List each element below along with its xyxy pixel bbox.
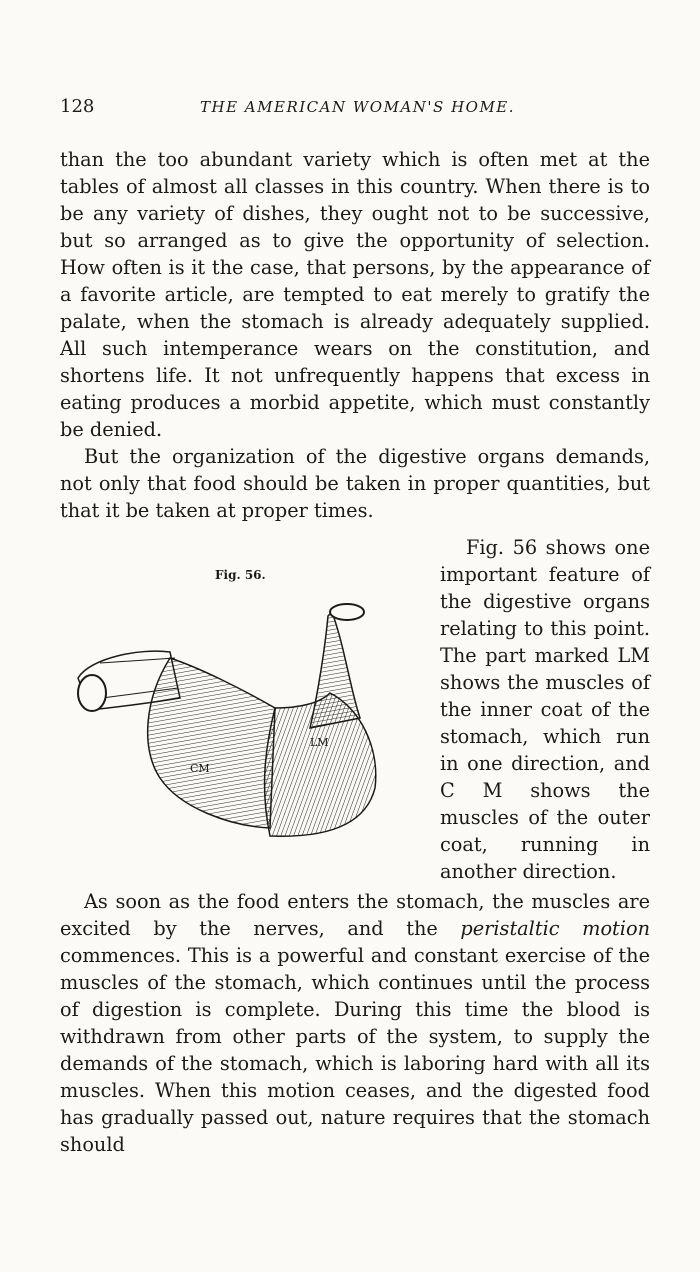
- esophagus-opening: [330, 604, 364, 620]
- stomach-illustration: [60, 588, 430, 848]
- paragraph: [60, 888, 650, 1158]
- emphasis-term: peristaltic motion: [460, 917, 650, 940]
- paragraph-text: commences. This is a powerful and constant exercise of the muscles of the stomach, which continues until the process of digestion is complete. During this time the blood is withdrawn from other parts of the system, to supply the demands of the stomach, which is laboring hard with all its muscles. When this motion ceases, and the digested food has gradually passed out, nature requires that the stomach should: [60, 944, 650, 1156]
- outer-coat-cm: [148, 658, 275, 828]
- figure-caption: Fig. 56.: [215, 568, 266, 582]
- figure-description: Fig. 56 shows one important feature of the digestive organs relating to this point. The part marked LM shows the muscles of the inner coat of the stomach, which run in one direction, and C M shows the muscles of the outer coat, running in another direction.: [440, 536, 650, 883]
- page-header: [60, 96, 650, 120]
- label-lm: LM: [310, 736, 329, 749]
- body-text-top: [60, 146, 650, 524]
- running-title: THE AMERICAN WOMAN'S HOME.: [200, 98, 516, 116]
- paragraph: But the organization of the digestive organs demands, not only that food should be taken in proper quantities, but that it be taken at proper times.: [60, 445, 650, 522]
- paragraph-text: As soon as the food enters the stomach, the muscles are excited by the nerves, and the: [60, 890, 650, 940]
- figure-56: [60, 568, 430, 848]
- label-cm: CM: [190, 762, 210, 775]
- paragraph: than the too abundant variety which is often met at the tables of almost all classes in this country. When there is to be any variety of dishes, they ought not to be successive, but so arranged as to give the opportunity of selection. How often is it the case, that persons, by the appearance of a favorite article, are tempted to eat merely to gratify the palate, when the stomach is already adequately supplied. All such intemperance wears on the constitution, and shortens life. It not unfrequently happens that excess in eating produces a morbid appetite, which must constantly be denied.: [60, 148, 650, 441]
- page-number: 128: [60, 96, 95, 117]
- body-text-bottom: [60, 888, 650, 1158]
- pylorus-opening: [78, 675, 106, 711]
